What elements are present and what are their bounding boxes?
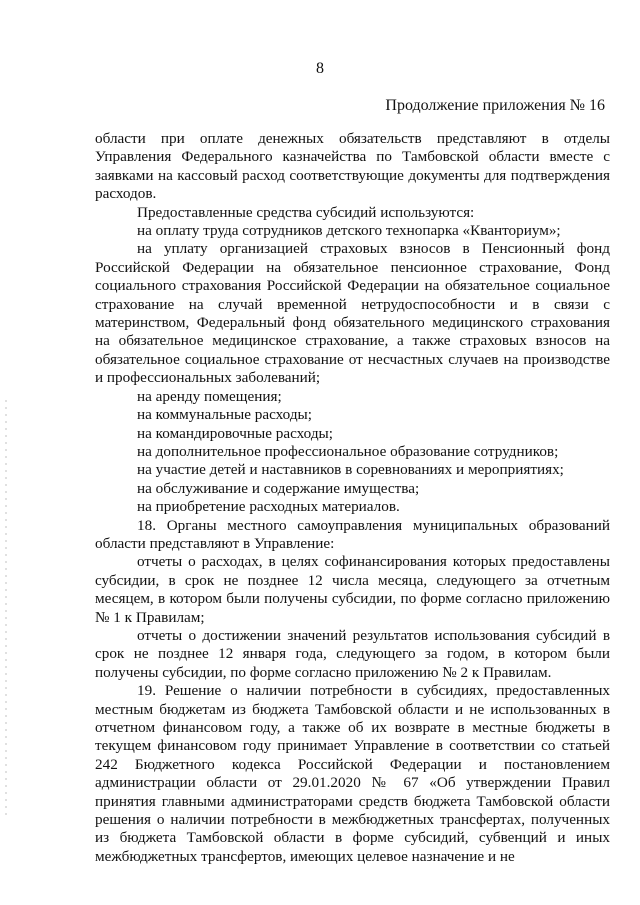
paragraph-7: на дополнительное профессиональное образование сотрудников;: [137, 442, 559, 460]
paragraph-8: на участие детей и наставников в соревнованиях и мероприятиях;: [137, 461, 564, 479]
paragraph-11: 18. Органы местного самоуправления муниципальных образований области представляют в Управление:: [95, 516, 610, 552]
paragraph-4: на аренду помещения;: [137, 387, 282, 405]
scan-edge-marks: [5, 400, 7, 820]
paragraph-12: отчеты о расходах, в целях софинансирования которых предоставлены субсидии, в срок не позднее 12 числа месяца, следующего за отчетным месяцем, в котором были получены субсидии, по форме согласно приложению № 1 к Правилам;: [95, 553, 610, 626]
paragraph-0: области при оплате денежных обязательств представляют в отделы Управления Федерального казначейства по Тамбовской области вместе с заявками на кассовый расход соответствующие документы для подтверждения расходов.: [95, 130, 610, 203]
page-number: 8: [316, 60, 324, 77]
paragraph-2: на оплату труда сотрудников детского технопарка «Кванториум»;: [137, 222, 561, 240]
paragraph-14: 19. Решение о наличии потребности в субсидиях, предоставленных местным бюджетам из бюджета Тамбовской области и не использованных в отчетном финансовом году, а также об их возврате в местные бюджеты в текущем финансовом году принимает Управление в соответствии со статьей 242 Бюджетного кодекса Российской Федерации и постановлением администрации области от 29.01.2020 № 67 «Об утверждении Правил принятия главными администраторами средств бюджета Тамбовской области решения о наличии потребности в межбюджетных трансфертах, полученных из бюджета Тамбовской области в форме субсидий, субвенций и иных межбюджетных трансфертов, имеющих целевое назначение и не: [95, 682, 610, 865]
paragraph-9: на обслуживание и содержание имущества;: [137, 479, 420, 497]
appendix-header: Продолжение приложения № 16: [385, 97, 605, 114]
paragraph-1: Предоставленные средства субсидий используются:: [137, 203, 475, 221]
paragraph-5: на коммунальные расходы;: [137, 406, 312, 424]
paragraph-13: отчеты о достижении значений результатов использования субсидий в срок не позднее 12 января года, следующего за годом, в котором были получены субсидии, по форме согласно приложению № 2 к Правилам.: [95, 626, 610, 681]
paragraph-3: на уплату организацией страховых взносов в Пенсионный фонд Российской Федерации на обязательное пенсионное страхование, Фонд социального страхования Российской Федерации на обязательное социальное страхование на случай временной нетрудоспособности и в связи с материнством, Федеральный фонд обязательного медицинского страхования на обязательное медицинское страхование, а также страховых взносов на обязательное социальное страхование от несчастных случаев на производстве и профессиональных заболеваний;: [95, 240, 610, 387]
paragraph-6: на командировочные расходы;: [137, 424, 333, 442]
document-body: [95, 130, 610, 866]
paragraph-10: на приобретение расходных материалов.: [137, 498, 400, 516]
